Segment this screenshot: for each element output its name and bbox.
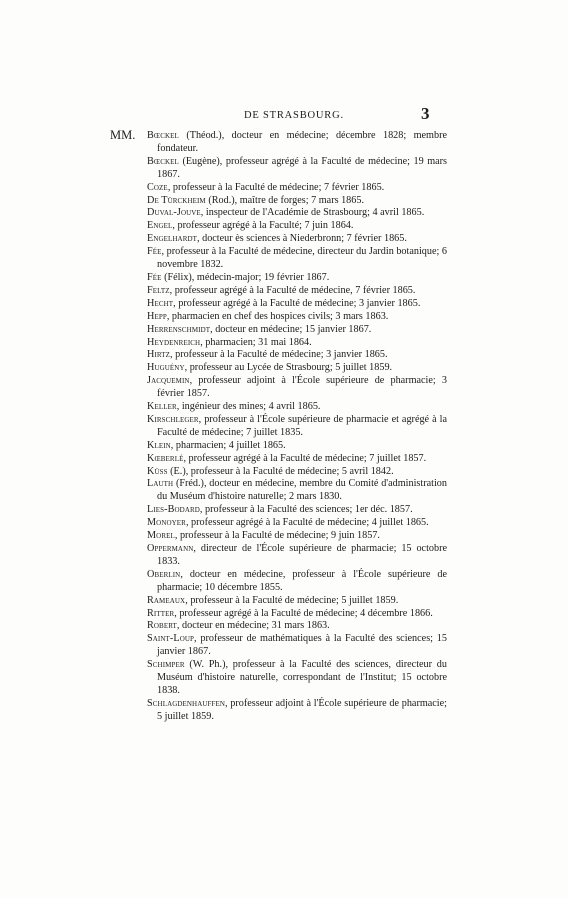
member-name: Robert (147, 620, 177, 632)
member-entry (147, 440, 447, 453)
member-entry (147, 285, 447, 298)
member-name: Hepp (147, 310, 167, 322)
member-entry (147, 595, 447, 608)
member-details: , pharmacien; 31 mai 1864. (200, 336, 312, 348)
member-entry (147, 324, 447, 337)
running-head (0, 104, 568, 127)
member-entry (147, 504, 447, 517)
member-entry (147, 375, 447, 401)
member-details: , professeur à la Faculté de médecine; 5 juillet 1859. (185, 594, 399, 606)
member-name: Kirschleger (147, 413, 199, 425)
member-details: , professeur à l'École supérieure de pharmacie et agrégé à la Faculté de médecine; 7 juillet 1835. (157, 413, 447, 438)
member-entry (147, 608, 447, 621)
member-entry (147, 543, 447, 569)
member-entry (147, 401, 447, 414)
member-name: Huguény (147, 362, 185, 374)
member-details: , professeur à la Faculté de médecine; 3 janvier 1865. (170, 349, 388, 361)
member-entry (147, 414, 447, 440)
member-entry (147, 466, 447, 479)
member-details: (Eugène), professeur agrégé à la Faculté de médecine; 19 mars 1867. (157, 155, 447, 180)
member-details: , professeur au Lycée de Strasbourg; 5 juillet 1859. (184, 362, 393, 374)
member-entry (147, 362, 447, 375)
member-details: , docteur en médecine; 31 mars 1863. (176, 620, 330, 632)
member-entry (147, 220, 447, 233)
member-name: Küss (147, 465, 168, 477)
member-details: , professeur adjoint à l'École supérieure de pharmacie; 3 février 1857. (157, 375, 447, 400)
member-entry (147, 311, 447, 324)
member-name: Schlagdenhauffen (147, 697, 226, 709)
members-prefix: MM. (110, 128, 136, 142)
member-name: Coze (147, 181, 168, 193)
member-details: , professeur de mathématiques à la Faculté des sciences; 15 janvier 1867. (157, 633, 447, 658)
member-details: (Fréd.), docteur en médecine, membre du Comité d'administration du Muséum d'histoire naturelle; 2 mars 1830. (157, 478, 447, 503)
member-name: Fée (147, 246, 162, 258)
member-details: , inspecteur de l'Académie de Strasbourg; 4 avril 1865. (200, 207, 425, 219)
member-details: , docteur en médecine; 15 janvier 1867. (210, 323, 372, 335)
member-details: , professeur agrégé à la Faculté de médecine; 4 juillet 1865. (185, 517, 429, 529)
member-entry (147, 298, 447, 311)
member-details: , professeur agrégé à la Faculté de médecine, 7 février 1865. (169, 284, 416, 296)
member-name: Monoyer (147, 517, 186, 529)
member-name: Klein (147, 439, 171, 451)
member-details: , ingénieur des mines; 4 avril 1865. (176, 401, 321, 413)
member-entry (147, 453, 447, 466)
member-name: Lies-Bodard (147, 504, 200, 516)
running-title: DE STRASBOURG. (244, 110, 344, 121)
member-details: , professeur à la Faculté de médecine; 7 février 1865. (167, 181, 385, 193)
member-name: Duval-Jouve (147, 207, 201, 219)
member-entry (147, 633, 447, 659)
page-number: 3 (421, 104, 430, 123)
member-details: (Rod.), maître de forges; 7 mars 1865. (205, 194, 365, 206)
member-details: , professeur adjoint à l'École supérieure de pharmacie; 5 juillet 1859. (157, 697, 447, 722)
member-entry (147, 246, 447, 272)
member-name: Hirtz (147, 349, 170, 361)
member-name: Rameaux (147, 594, 186, 606)
member-entry (147, 182, 447, 195)
member-name: Ritter (147, 607, 175, 619)
member-details: , directeur de l'École supérieure de pharmacie; 15 octobre 1833. (157, 543, 447, 567)
member-name: Kœberlé (147, 452, 184, 464)
member-name: Hecht (147, 297, 174, 309)
member-entry (147, 156, 447, 182)
member-details: (Félix), médecin-major; 19 février 1867. (161, 271, 330, 283)
member-details: , professeur à la Faculté des sciences; 1er déc. 1857. (199, 504, 413, 516)
member-details: , docteur en médecine, professeur à l'École supérieure de pharmacie; 10 décembre 1855. (157, 568, 447, 593)
member-entry (147, 272, 447, 285)
member-entry (147, 195, 447, 208)
member-entry (147, 569, 447, 595)
member-details: , professeur agrégé à la Faculté; 7 juin 1864. (172, 220, 354, 232)
member-name: Keller (147, 401, 177, 413)
member-entry (147, 337, 447, 350)
member-details: , pharmacien en chef des hospices civils; 3 mars 1863. (166, 310, 389, 322)
member-details: (E.), professeur à la Faculté de médecine; 5 avril 1842. (167, 465, 394, 477)
member-entry (147, 349, 447, 362)
member-entry (147, 698, 447, 724)
member-name: Saint-Loup (147, 633, 195, 645)
member-name: Oppermann (147, 543, 194, 554)
member-details: (W. Ph.), professeur à la Faculté des sciences, directeur du Muséum d'histoire naturelle, correspondant de l'Institut; 15 octobre 1838. (157, 659, 447, 696)
member-name: Engelhardt (147, 233, 197, 245)
member-list (147, 130, 447, 724)
member-entry (147, 659, 447, 698)
member-entry (147, 620, 447, 633)
member-name: Herrenschmidt (147, 323, 211, 335)
member-entry (147, 130, 447, 156)
member-name: Bœckel (147, 155, 179, 167)
member-details: , professeur à la Faculté de médecine, directeur du Jardin botanique; 6 novembre 1832. (157, 246, 447, 271)
member-name: Lauth (147, 478, 174, 490)
member-entry (147, 517, 447, 530)
member-details: , professeur agrégé à la Faculté de médecine; 3 janvier 1865. (173, 297, 421, 309)
member-entry (147, 207, 447, 220)
member-details: , professeur à la Faculté de médecine; 9 juin 1857. (174, 530, 380, 542)
member-details: , pharmacien; 4 juillet 1865. (170, 439, 286, 451)
member-name: Heydenreich (147, 336, 201, 348)
member-name: Oberlin (147, 568, 181, 580)
member-name: Engel (147, 220, 173, 232)
member-details: (Théod.), docteur en médecine; décembre 1828; membre fondateur. (157, 130, 447, 154)
member-entry (147, 478, 447, 504)
member-details: , professeur agrégé à la Faculté de médecine; 4 décembre 1866. (174, 607, 433, 619)
member-details: , professeur agrégé à la Faculté de médecine; 7 juillet 1857. (183, 452, 427, 464)
member-name: Fée (147, 271, 162, 283)
member-name: Jacquemin (147, 375, 190, 387)
member-name: Schimper (147, 659, 185, 671)
member-entry (147, 530, 447, 543)
member-name: De Türckheim (147, 194, 206, 206)
member-name: Feltz (147, 284, 170, 296)
member-name: Morel (147, 530, 175, 542)
member-name: Bœckel (147, 130, 179, 141)
member-details: , docteur ès sciences à Niederbronn; 7 février 1865. (197, 233, 407, 245)
member-entry (147, 233, 447, 246)
